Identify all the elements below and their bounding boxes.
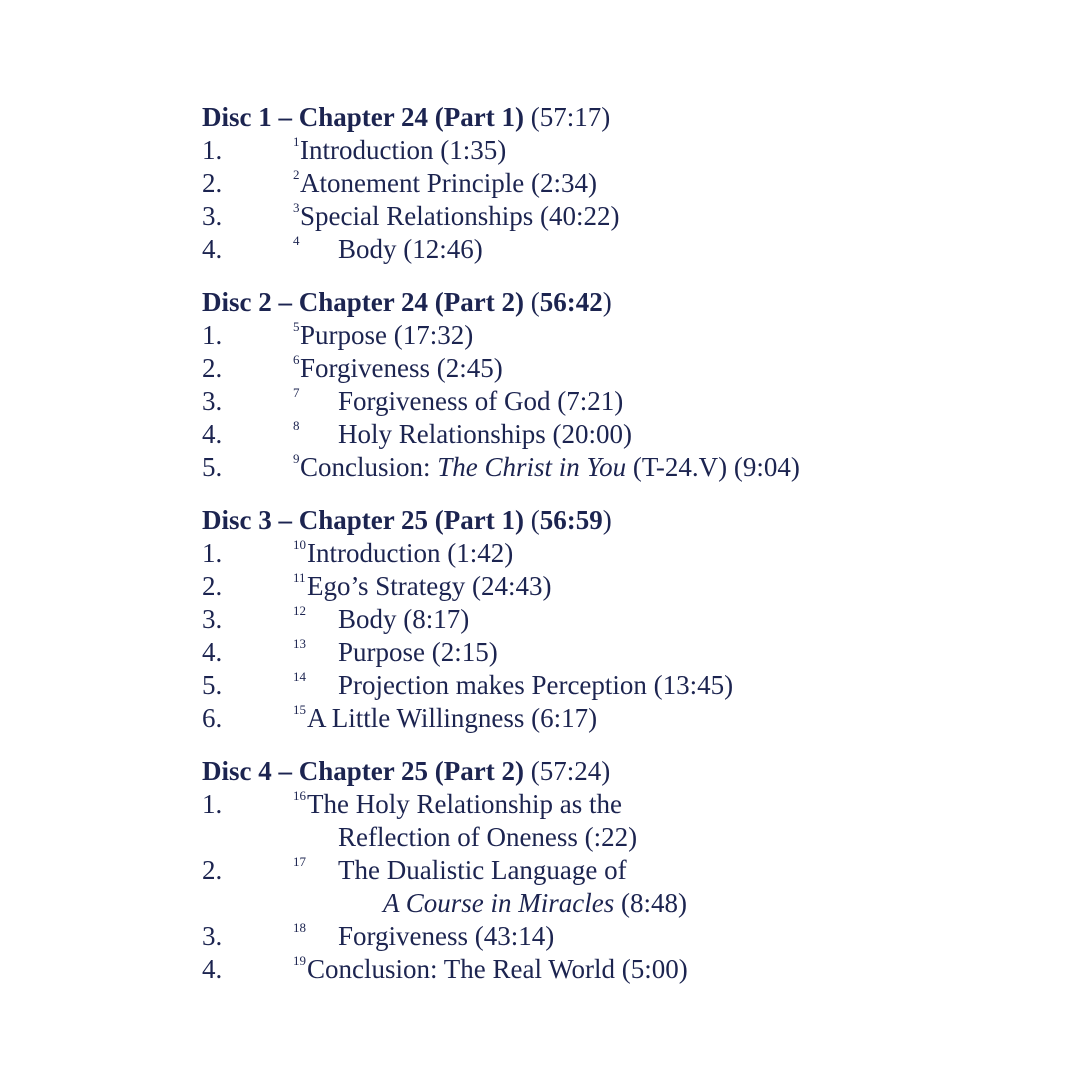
track-item-continuation <box>202 887 1062 920</box>
track-number: 4. <box>202 637 223 667</box>
track-item <box>202 537 1062 570</box>
track-title: Introduction (1:35) <box>300 135 507 165</box>
reference-superscript: 14 <box>293 669 306 684</box>
track-title: Projection makes Perception (13:45) <box>338 670 734 700</box>
track-title: Purpose (17:32) <box>300 320 474 350</box>
disc-duration: (57:17) <box>523 102 611 132</box>
track-number: 2. <box>202 855 223 885</box>
disc-duration-open: ( <box>523 505 540 535</box>
reference-superscript: 2 <box>293 167 300 182</box>
reference-superscript: 13 <box>293 636 306 651</box>
track-title-suffix: (8:48) <box>614 888 687 918</box>
track-title-italic: The Christ in You <box>437 452 627 482</box>
track-title: Forgiveness of God (7:21) <box>338 386 624 416</box>
reference-superscript: 18 <box>293 920 306 935</box>
reference-superscript: 11 <box>293 570 306 585</box>
track-item <box>202 167 1062 200</box>
track-title: A Little Willingness (6:17) <box>307 703 598 733</box>
track-number: 1. <box>202 789 223 819</box>
disc-duration-open: ( <box>523 287 540 317</box>
track-number: 1. <box>202 135 223 165</box>
track-title: Forgiveness (43:14) <box>338 921 555 951</box>
track-title: Ego’s Strategy (24:43) <box>307 571 552 601</box>
track-number: 2. <box>202 168 223 198</box>
reference-superscript: 12 <box>293 603 306 618</box>
disc-heading <box>202 101 1062 134</box>
track-item <box>202 920 1062 953</box>
disc-duration: 56:59 <box>539 505 603 535</box>
reference-superscript: 10 <box>293 537 306 552</box>
disc-1-section <box>202 101 1062 266</box>
track-number: 3. <box>202 921 223 951</box>
track-number: 4. <box>202 419 223 449</box>
track-item <box>202 352 1062 385</box>
reference-superscript: 1 <box>293 134 300 149</box>
reference-superscript: 17 <box>293 854 306 869</box>
track-number: 6. <box>202 703 223 733</box>
track-item <box>202 451 1062 484</box>
track-title-continued <box>383 887 687 920</box>
disc-title: Disc 2 – Chapter 24 (Part 2) <box>202 287 524 317</box>
track-number: 2. <box>202 571 223 601</box>
disc-2-section <box>202 286 1062 484</box>
track-item <box>202 953 1062 986</box>
reference-superscript: 5 <box>293 319 300 334</box>
reference-superscript: 9 <box>293 451 300 466</box>
track-item <box>202 702 1062 735</box>
track-item <box>202 788 1062 821</box>
reference-superscript: 8 <box>293 418 300 433</box>
reference-superscript: 19 <box>293 953 306 968</box>
track-title: Atonement Principle (2:34) <box>300 168 597 198</box>
track-number: 5. <box>202 670 223 700</box>
track-number: 5. <box>202 452 223 482</box>
track-title-prefix: Conclusion: <box>300 452 438 482</box>
reference-superscript: 4 <box>293 233 300 248</box>
track-listing <box>202 101 1062 1006</box>
track-item <box>202 418 1062 451</box>
track-item <box>202 233 1062 266</box>
track-item <box>202 200 1062 233</box>
track-item <box>202 603 1062 636</box>
track-item <box>202 319 1062 352</box>
track-title: Introduction (1:42) <box>307 538 514 568</box>
track-number: 2. <box>202 353 223 383</box>
track-number: 3. <box>202 604 223 634</box>
track-title: Holy Relationships (20:00) <box>338 419 632 449</box>
disc-heading <box>202 504 1062 537</box>
track-item <box>202 636 1062 669</box>
track-title: Body (8:17) <box>338 604 470 634</box>
track-title: Body (12:46) <box>338 234 483 264</box>
track-item <box>202 669 1062 702</box>
reference-superscript: 15 <box>293 702 306 717</box>
reference-superscript: 16 <box>293 788 306 803</box>
disc-heading <box>202 286 1062 319</box>
track-number: 1. <box>202 320 223 350</box>
disc-duration: (57:24) <box>523 756 611 786</box>
track-title: The Holy Relationship as the <box>307 789 622 819</box>
track-item <box>202 854 1062 887</box>
disc-4-section <box>202 755 1062 986</box>
track-title-italic: A Course in Miracles <box>383 888 615 918</box>
disc-title: Disc 1 – Chapter 24 (Part 1) <box>202 102 524 132</box>
reference-superscript: 7 <box>293 385 300 400</box>
disc-duration-close: ) <box>602 287 612 317</box>
track-title-suffix: (T-24.V) (9:04) <box>626 452 800 482</box>
track-number: 3. <box>202 386 223 416</box>
track-title: The Dualistic Language of <box>338 855 627 885</box>
track-title-continued: Reflection of Oneness (:22) <box>338 822 638 852</box>
track-title: Forgiveness (2:45) <box>300 353 503 383</box>
reference-superscript: 3 <box>293 200 300 215</box>
track-item <box>202 134 1062 167</box>
track-title <box>300 451 800 484</box>
reference-superscript: 6 <box>293 352 300 367</box>
track-number: 1. <box>202 538 223 568</box>
track-item <box>202 570 1062 603</box>
disc-duration-close: ) <box>602 505 612 535</box>
track-number: 4. <box>202 954 223 984</box>
disc-title: Disc 4 – Chapter 25 (Part 2) <box>202 756 524 786</box>
track-number: 4. <box>202 234 223 264</box>
track-title: Conclusion: The Real World (5:00) <box>307 954 688 984</box>
track-item <box>202 385 1062 418</box>
disc-heading <box>202 755 1062 788</box>
disc-3-section <box>202 504 1062 735</box>
track-title: Purpose (2:15) <box>338 637 498 667</box>
disc-title: Disc 3 – Chapter 25 (Part 1) <box>202 505 524 535</box>
track-item-continuation <box>202 821 1062 854</box>
disc-duration: 56:42 <box>539 287 603 317</box>
track-title: Special Relationships (40:22) <box>300 201 620 231</box>
track-number: 3. <box>202 201 223 231</box>
